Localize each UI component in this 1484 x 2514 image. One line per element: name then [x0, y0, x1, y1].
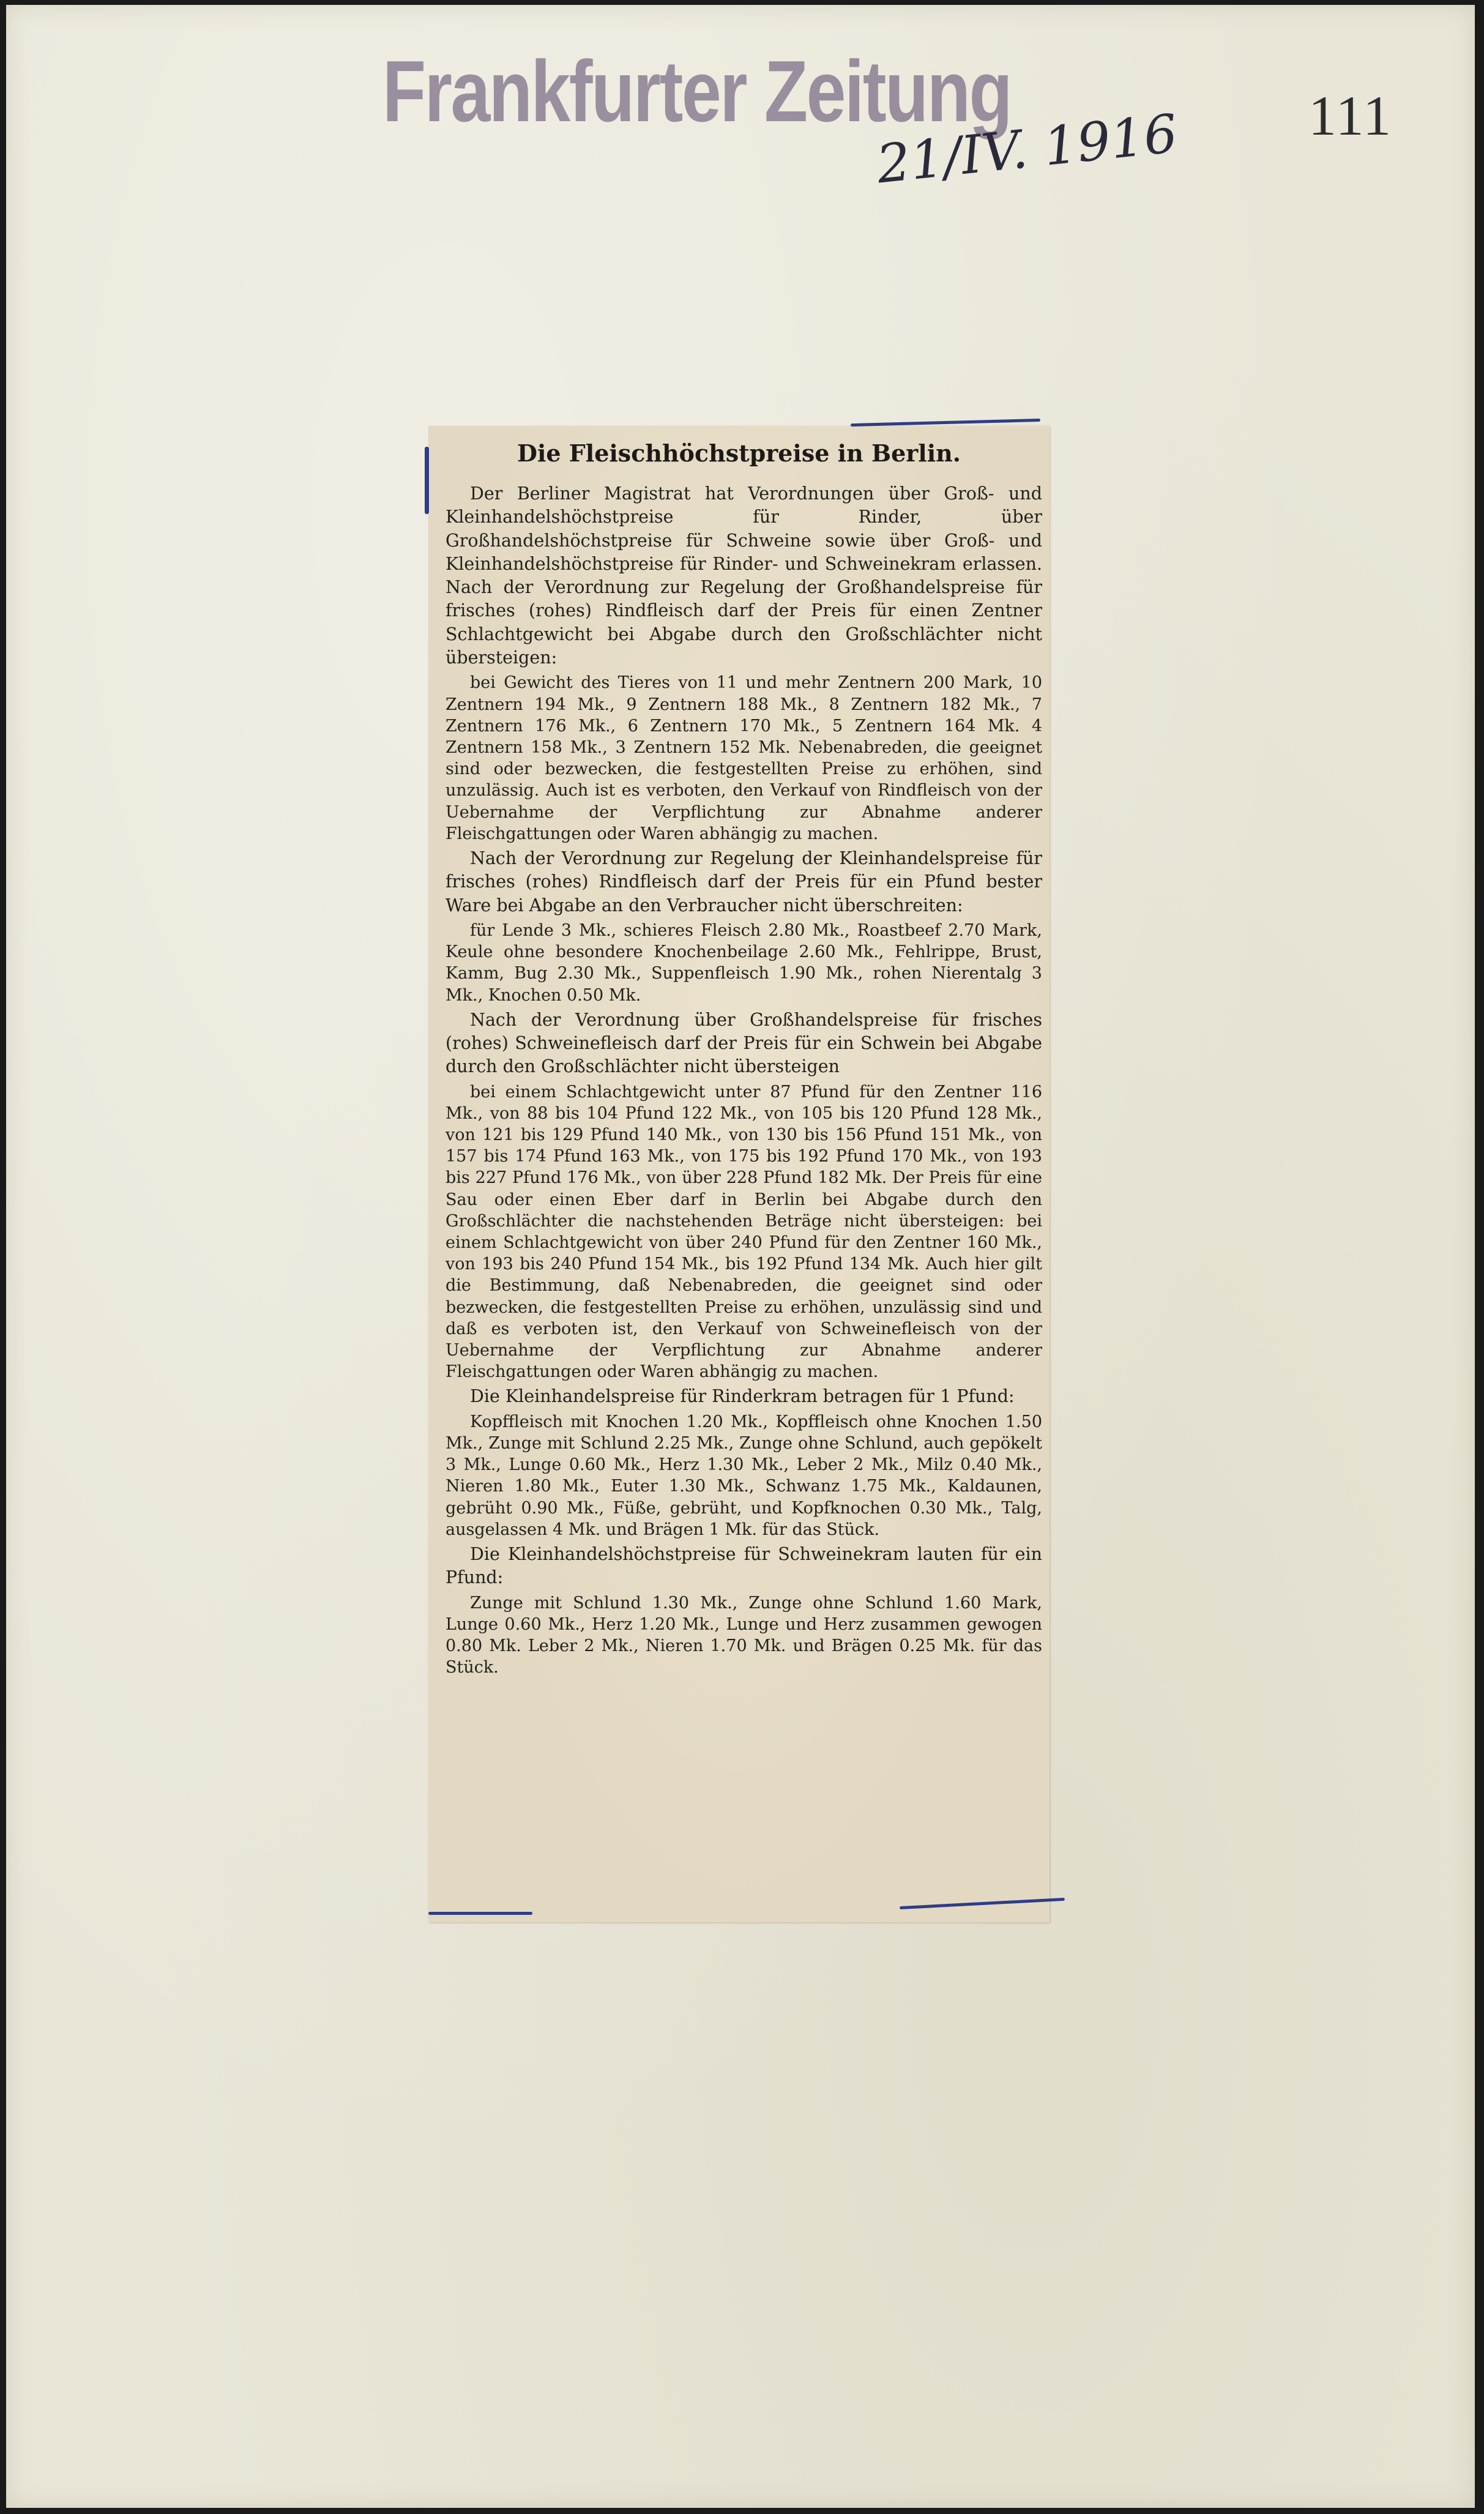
- article-paragraph: Die Kleinhandelshöchstpreise für Schweinekram lauten für ein Pfund:: [446, 1543, 1042, 1588]
- article-paragraph: bei einem Schlachtgewicht unter 87 Pfund für den Zentner 116 Mk., von 88 bis 104 Pfund 122 Mk., von 105 bis 120 Pfund 128 Mk., von 121 bis 129 Pfund 140 Mk., von 130 bis 156 Pfund 151 Mk., von 157 bis 174 Pfund 163 Mk., von 175 bis 192 Pfund 170 Mk., von 193 bis 227 Pfund 176 Mk., von über 228 Pfund 182 Mk. Der Preis für eine Sau oder einen Eber darf in Berlin bei Abgabe durch den Großschlächter die nachstehenden Beträge nicht übersteigen: bei einem Schlachtgewicht von über 240 Pfund für den Zentner 160 Mk., von 193 bis 240 Pfund 154 Mk., bis 192 Pfund 134 Mk. Auch hier gilt die Bestimmung, daß Nebenabreden, die geeignet sind oder bezwecken, die festgestellten Preise zu erhöhen, unzulässig sind und daß es verboten ist, den Verkauf von Schweinefleisch von der Uebernahme der Verpflichtung zur Abnahme anderer Fleischgattungen oder Waren abhängig zu machen.: [446, 1082, 1042, 1382]
- blue-pencil-mark-bottom-right: [900, 1898, 1065, 1909]
- handwritten-date: 21/IV. 1916: [874, 103, 1180, 196]
- newspaper-clipping: [428, 426, 1050, 1922]
- article-paragraph: Nach der Verordnung über Großhandelspreise für frisches (rohes) Schweinefleisch darf der Preis für ein Schwein bei Abgabe durch den Großschlächter nicht übersteigen: [446, 1009, 1042, 1077]
- article-paragraph: Kopffleisch mit Knochen 1.20 Mk., Kopffleisch ohne Knochen 1.50 Mk., Zunge mit Schlund 2.25 Mk., Zunge ohne Schlund, auch gepökelt 3 Mk., Lunge 0.60 Mk., Herz 1.30 Mk., Leber 2 Mk., Milz 0.40 Mk., Nieren 1.80 Mk., Euter 1.30 Mk., Schwanz 1.75 Mk., Kaldaunen, gebrüht 0.90 Mk., Füße, gebrüht, und Kopfknochen 0.30 Mk., Talg, ausgelassen 4 Mk. und Brägen 1 Mk. für das Stück.: [446, 1412, 1042, 1539]
- article-paragraph: Die Kleinhandelspreise für Rinderkram betragen für 1 Pfund:: [470, 1386, 1015, 1407]
- folio-number: 111: [1308, 84, 1393, 147]
- clipping-article: [446, 482, 1042, 1680]
- article-paragraph: Der Berliner Magistrat hat Verordnungen über Groß- und Kleinhandelshöchstpreise für Rinder, über Großhandelshöchstpreise für Schweine sowie über Groß- und Kleinhandelshöchstpreise für Rinder- und Schweinekram erlassen. Nach der Verordnung zur Regelung der Großhandelspreise für frisches (rohes) Rindfleisch darf der Preis für einen Zentner Schlachtgewicht bei Abgabe durch den Großschlächter nicht übersteigen:: [446, 483, 1042, 668]
- article-paragraph: Nach der Verordnung zur Regelung der Kleinhandelspreise für frisches (rohes) Rindfleisch darf der Preis für ein Pfund bester Ware bei Abgabe an den Verbraucher nicht überschreiten:: [446, 848, 1042, 916]
- blue-pencil-mark-top: [851, 419, 1040, 427]
- article-paragraph: bei Gewicht des Tieres von 11 und mehr Zentnern 200 Mark, 10 Zentnern 194 Mk., 9 Zentnern 188 Mk., 8 Zentnern 182 Mk., 7 Zentnern 176 Mk., 6 Zentnern 170 Mk., 5 Zentnern 164 Mk. 4 Zentnern 158 Mk., 3 Zentnern 152 Mk. Nebenabreden, die geeignet sind oder bezwecken, die festgestellten Preise zu erhöhen, sind unzulässig. Auch ist es verboten, den Verkauf von Rindfleisch von der Uebernahme der Verpflichtung zur Abnahme anderer Fleischgattungen oder Waren abhängig zu machen.: [446, 673, 1042, 843]
- article-paragraph: Zunge mit Schlund 1.30 Mk., Zunge ohne Schlund 1.60 Mark, Lunge 0.60 Mk., Herz 1.20 Mk., Lunge und Herz zusammen gewogen 0.80 Mk. Leber 2 Mk., Nieren 1.70 Mk. und Brägen 0.25 Mk. für das Stück.: [446, 1593, 1042, 1677]
- archive-stamp: Frankfurter Zeitung: [382, 43, 1012, 140]
- article-paragraph: für Lende 3 Mk., schieres Fleisch 2.80 Mk., Roastbeef 2.70 Mark, Keule ohne besondere Knochenbeilage 2.60 Mk., Fehlrippe, Brust, Kamm, Bug 2.30 Mk., Suppenfleisch 1.90 Mk., rohen Nierentalg 3 Mk., Knochen 0.50 Mk.: [446, 920, 1042, 1005]
- archive-sheet: [6, 5, 1475, 2508]
- clipping-headline: Die Fleischhöchstpreise in Berlin.: [516, 439, 961, 467]
- blue-pencil-mark-bottom-left: [428, 1912, 532, 1915]
